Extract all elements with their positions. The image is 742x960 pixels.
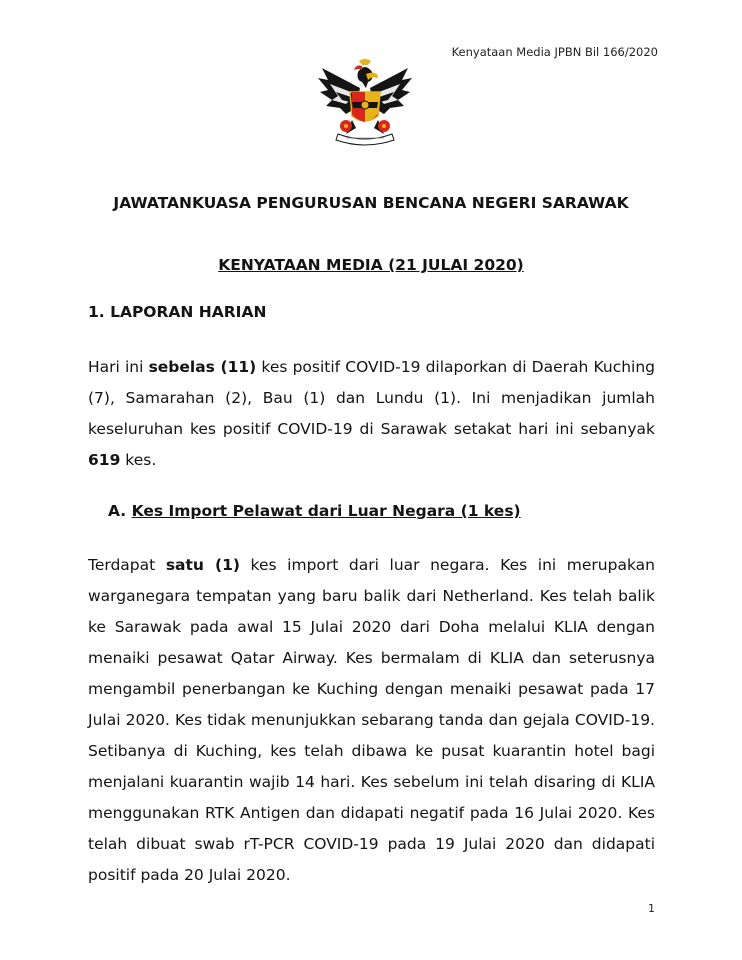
subsection-heading-import-case xyxy=(108,502,521,520)
sarawak-coat-of-arms-icon xyxy=(316,58,414,148)
statement-heading: KENYATAAN MEDIA (21 JULAI 2020) xyxy=(218,256,524,274)
organization-title: JAWATANKUASA PENGURUSAN BENCANA NEGERI SARAWAK xyxy=(113,194,629,212)
section-heading-laporan-harian: 1. LAPORAN HARIAN xyxy=(88,303,267,321)
daily-report-paragraph: Hari ini sebelas (11) kes positif COVID-19 dilaporkan di Daerah Kuching (7), Samarahan (2), Bau (1) dan Lundu (1). Ini menjadikan jumlah keseluruhan kes positif COVID-19 di Sarawak setakat hari ini sebanyak 619 kes. xyxy=(88,358,656,469)
total-cases-count: 619 xyxy=(88,451,121,469)
import-case-count: satu (1) xyxy=(165,556,240,574)
new-cases-count: sebelas (11) xyxy=(148,358,257,376)
import-case-paragraph: Terdapat satu (1) kes import dari luar negara. Kes ini merupakan warganegara tempatan yang baru balik dari Netherland. Kes telah balik ke Sarawak pada awal 15 Julai 2020 dari Doha melalui KLIA dengan menaiki pesawat Qatar Airway. Kes bermalam di KLIA dan seterusnya mengambil penerbangan ke Kuching dengan menaiki pesawat pada 17 Julai 2020. Kes tidak menunjukkan sebarang tanda dan gejala COVID-19. Setibanya di Kuching, kes telah dibawa ke pusat kuarantin hotel bagi menjalani kuarantin wajib 14 hari. Kes sebelum ini telah disaring di KLIA menggunakan RTK Antigen dan didapati negatif pada 16 Julai 2020. Kes telah dibuat swab rT-PCR COVID-19 pada 19 Julai 2020 dan didapati positif pada 20 Julai 2020. xyxy=(88,556,655,884)
media-statement-reference: Kenyataan Media JPBN Bil 166/2020 xyxy=(451,45,658,59)
page-number: 1 xyxy=(648,902,655,915)
subsection-letter: A. xyxy=(108,502,127,520)
subsection-title: Kes Import Pelawat dari Luar Negara (1 kes) xyxy=(131,502,521,520)
